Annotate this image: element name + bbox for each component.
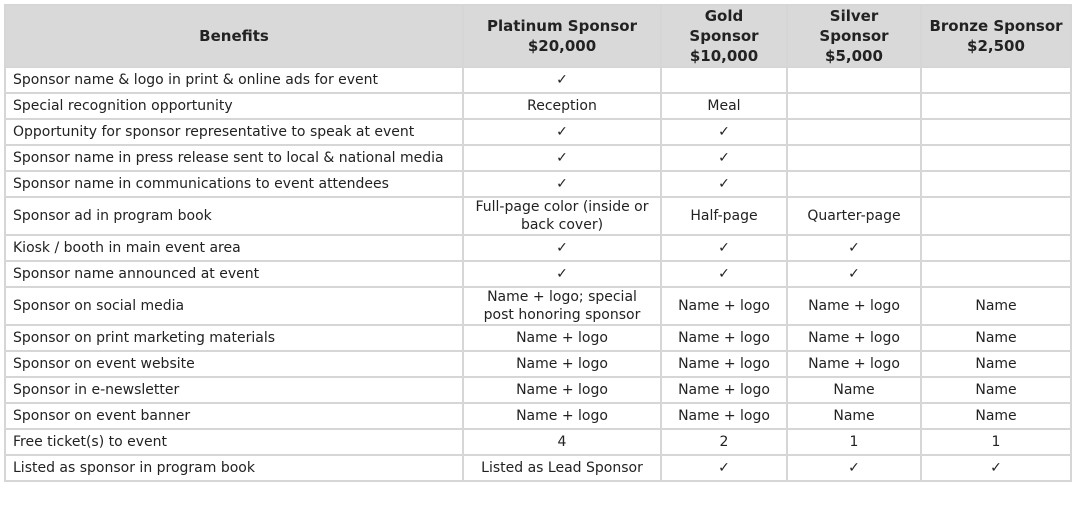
benefit-cell: Special recognition opportunity — [5, 93, 463, 119]
platinum-cell: ✓ — [463, 145, 661, 171]
gold-cell: Half-page — [661, 197, 787, 235]
benefit-cell: Sponsor name in communications to event attendees — [5, 171, 463, 197]
column-price: $5,000 — [825, 47, 883, 65]
column-price: $10,000 — [689, 47, 759, 65]
silver-cell: Name — [787, 403, 921, 429]
benefit-cell: Kiosk / booth in main event area — [5, 235, 463, 261]
table-row — [5, 67, 1071, 93]
table-row — [5, 377, 1071, 403]
table-row — [5, 235, 1071, 261]
table-row — [5, 93, 1071, 119]
table-row — [5, 145, 1071, 171]
column-price: $20,000 — [527, 37, 597, 55]
platinum-cell: ✓ — [463, 171, 661, 197]
gold-sponsor-column-header — [661, 5, 787, 67]
platinum-cell: Name + logo — [463, 351, 661, 377]
gold-cell: ✓ — [661, 171, 787, 197]
platinum-cell: Name + logo — [463, 403, 661, 429]
benefit-cell: Sponsor on social media — [5, 287, 463, 325]
gold-cell: Name + logo — [661, 403, 787, 429]
bronze-cell — [921, 67, 1071, 93]
table-row — [5, 351, 1071, 377]
platinum-cell: 4 — [463, 429, 661, 455]
platinum-cell: Name + logo — [463, 325, 661, 351]
bronze-cell: Name — [921, 287, 1071, 325]
gold-cell: Name + logo — [661, 351, 787, 377]
platinum-cell: Listed as Lead Sponsor — [463, 455, 661, 481]
benefit-cell: Sponsor name announced at event — [5, 261, 463, 287]
table-row — [5, 261, 1071, 287]
bronze-cell — [921, 171, 1071, 197]
bronze-cell — [921, 145, 1071, 171]
bronze-cell: Name — [921, 377, 1071, 403]
platinum-cell: ✓ — [463, 235, 661, 261]
benefit-cell: Sponsor name in press release sent to local & national media — [5, 145, 463, 171]
benefit-cell: Sponsor on event website — [5, 351, 463, 377]
bronze-cell: Name — [921, 325, 1071, 351]
silver-cell: Name + logo — [787, 325, 921, 351]
bronze-cell: Name — [921, 351, 1071, 377]
gold-cell: ✓ — [661, 145, 787, 171]
table-row — [5, 455, 1071, 481]
gold-cell: Meal — [661, 93, 787, 119]
benefit-cell: Free ticket(s) to event — [5, 429, 463, 455]
gold-cell: ✓ — [661, 119, 787, 145]
benefits-column-header — [5, 5, 463, 67]
bronze-cell — [921, 235, 1071, 261]
table-row — [5, 325, 1071, 351]
silver-cell: Quarter-page — [787, 197, 921, 235]
gold-cell: ✓ — [661, 261, 787, 287]
platinum-cell: ✓ — [463, 261, 661, 287]
benefit-cell: Sponsor name & logo in print & online ads for event — [5, 67, 463, 93]
platinum-sponsor-column-header — [463, 5, 661, 67]
gold-cell: Name + logo — [661, 287, 787, 325]
silver-cell — [787, 145, 921, 171]
column-title: Gold Sponsor — [689, 7, 759, 45]
table-row — [5, 429, 1071, 455]
silver-cell — [787, 171, 921, 197]
silver-cell — [787, 119, 921, 145]
silver-cell: Name + logo — [787, 351, 921, 377]
silver-cell: 1 — [787, 429, 921, 455]
sponsorship-benefits-table — [4, 4, 1072, 482]
bronze-cell — [921, 93, 1071, 119]
column-title: Bronze Sponsor — [929, 17, 1063, 35]
benefit-cell: Listed as sponsor in program book — [5, 455, 463, 481]
gold-cell: Name + logo — [661, 325, 787, 351]
silver-sponsor-column-header — [787, 5, 921, 67]
benefit-cell: Sponsor on event banner — [5, 403, 463, 429]
bronze-sponsor-column-header — [921, 5, 1071, 67]
bronze-cell: 1 — [921, 429, 1071, 455]
bronze-cell — [921, 197, 1071, 235]
silver-cell: ✓ — [787, 235, 921, 261]
table-row — [5, 119, 1071, 145]
benefit-cell: Sponsor ad in program book — [5, 197, 463, 235]
header-row — [5, 5, 1071, 67]
gold-cell: ✓ — [661, 455, 787, 481]
platinum-cell: ✓ — [463, 67, 661, 93]
platinum-cell: Name + logo — [463, 377, 661, 403]
platinum-cell: ✓ — [463, 119, 661, 145]
gold-cell — [661, 67, 787, 93]
silver-cell: ✓ — [787, 455, 921, 481]
benefit-cell: Sponsor on print marketing materials — [5, 325, 463, 351]
table-row — [5, 287, 1071, 325]
gold-cell: 2 — [661, 429, 787, 455]
silver-cell: Name + logo — [787, 287, 921, 325]
column-title: Platinum Sponsor — [487, 17, 637, 35]
table-row — [5, 403, 1071, 429]
bronze-cell: Name — [921, 403, 1071, 429]
table-row — [5, 171, 1071, 197]
column-title: Silver Sponsor — [819, 7, 889, 45]
platinum-cell: Reception — [463, 93, 661, 119]
bronze-cell — [921, 119, 1071, 145]
silver-cell: Name — [787, 377, 921, 403]
bronze-cell — [921, 261, 1071, 287]
benefit-cell: Sponsor in e-newsletter — [5, 377, 463, 403]
silver-cell: ✓ — [787, 261, 921, 287]
column-price: $2,500 — [967, 37, 1025, 55]
column-title: Benefits — [199, 27, 269, 45]
gold-cell: ✓ — [661, 235, 787, 261]
gold-cell: Name + logo — [661, 377, 787, 403]
bronze-cell: ✓ — [921, 455, 1071, 481]
silver-cell — [787, 93, 921, 119]
platinum-cell: Name + logo; special post honoring sponsor — [463, 287, 661, 325]
table-row — [5, 197, 1071, 235]
platinum-cell: Full-page color (inside or back cover) — [463, 197, 661, 235]
silver-cell — [787, 67, 921, 93]
benefit-cell: Opportunity for sponsor representative to speak at event — [5, 119, 463, 145]
